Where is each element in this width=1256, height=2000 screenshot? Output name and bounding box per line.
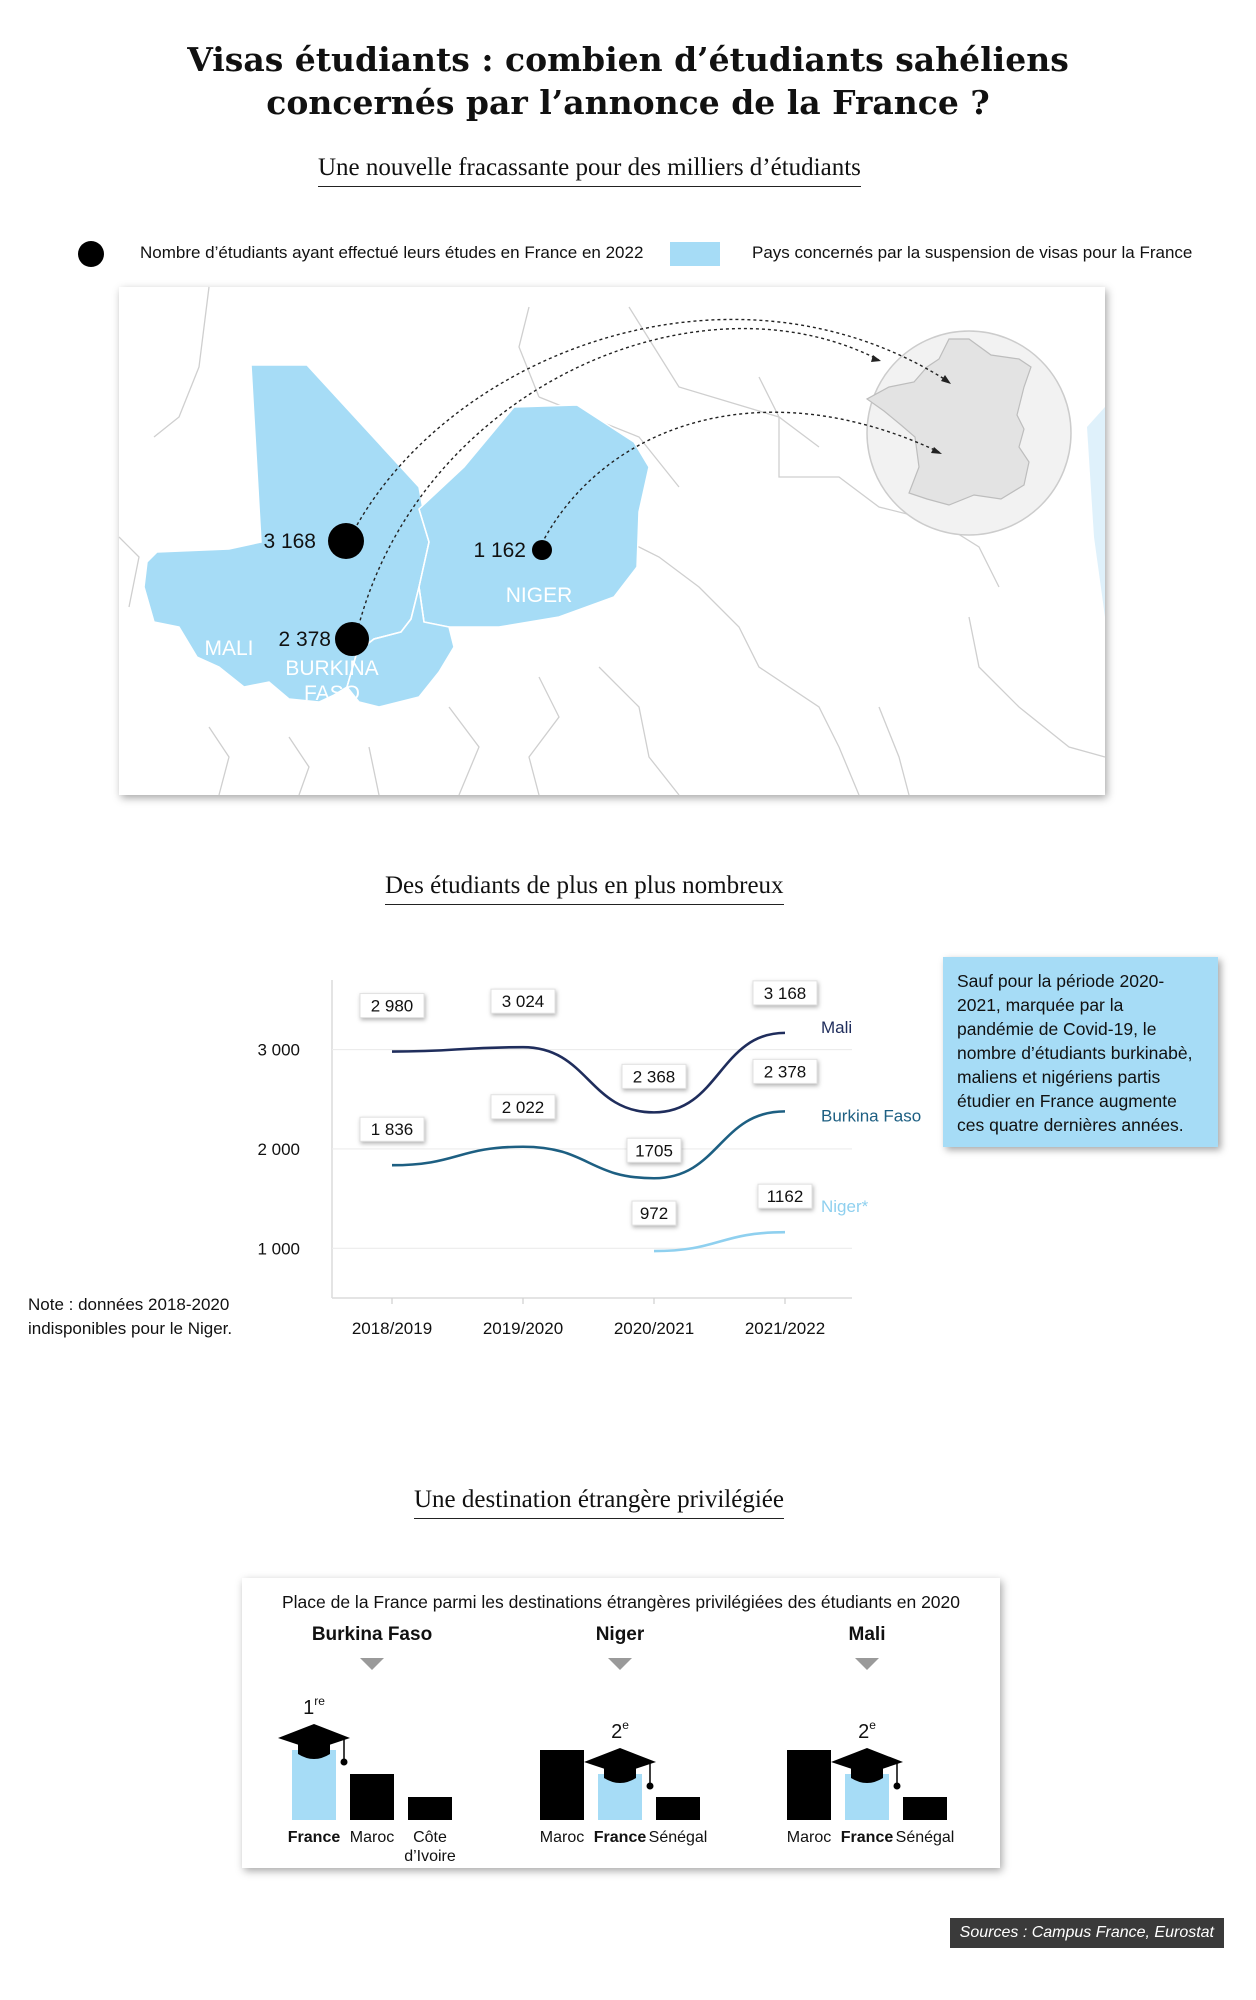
ranking-group — [540, 1624, 708, 1846]
data-label — [627, 1138, 681, 1162]
rank-bar — [540, 1750, 584, 1820]
series-name-label: Burkina Faso — [821, 1106, 922, 1126]
bar-label: Côte — [413, 1829, 447, 1846]
ranking-card — [242, 1578, 1000, 1868]
source-note: Sources : Campus France, Eurostat — [950, 1918, 1224, 1948]
x-tick-label: 2018/2019 — [351, 1319, 433, 1338]
svg-text:2 368: 2 368 — [632, 1067, 676, 1087]
group-country: Mali — [848, 1624, 886, 1645]
rank-bar — [292, 1750, 336, 1820]
bar-label: France — [840, 1829, 894, 1846]
title-line-2: concernés par l’annonce de la France ? — [266, 83, 990, 122]
niger-student-count: 1 162 — [473, 539, 526, 562]
data-label — [360, 994, 424, 1018]
x-tick-label: 2020/2021 — [613, 1319, 695, 1338]
data-label — [491, 1095, 555, 1119]
svg-text:1705: 1705 — [635, 1141, 673, 1161]
data-label — [491, 989, 555, 1013]
svg-text:972: 972 — [639, 1204, 669, 1224]
info-box: Sauf pour la période 2020-2021, marquée par la pandémie de Covid-19, le nombre d’étudiants burkinabè, maliens et nigériens partis étudier en France augmente ces quatre dernières années. — [943, 957, 1218, 1147]
data-label — [632, 1201, 676, 1225]
ranking-title: Place de la France parmi les destinations étrangères privilégiées des étudiants en 2020 — [281, 1592, 961, 1612]
ranking-group — [278, 1624, 456, 1865]
bar-label: Maroc — [539, 1829, 585, 1846]
mali-student-dot — [328, 523, 364, 559]
page-title — [0, 38, 1256, 124]
burkina-label-line-2: FASO — [303, 682, 361, 705]
line-section-heading: Des étudiants de plus en plus nombreux — [385, 872, 784, 905]
svg-text:2 980: 2 980 — [370, 996, 414, 1016]
svg-text:2 022: 2 022 — [501, 1097, 545, 1117]
legend-area-icon — [670, 242, 720, 266]
line-chart — [240, 960, 922, 1360]
bar-label: France — [287, 1829, 341, 1846]
data-label — [360, 1117, 424, 1141]
x-tick-label: 2021/2022 — [744, 1319, 826, 1338]
group-country: Niger — [595, 1624, 645, 1645]
x-tick-label: 2019/2020 — [482, 1319, 564, 1338]
series-line-burkina-faso — [392, 1111, 785, 1178]
data-label — [622, 1064, 686, 1088]
bar-label: Sénégal — [895, 1829, 955, 1846]
legend-dot-icon — [78, 241, 104, 267]
data-label — [758, 1184, 812, 1208]
pointer-icon — [360, 1658, 384, 1670]
map-section-heading: Une nouvelle fracassante pour des milliers d’étudiants — [318, 154, 861, 187]
rank-label: 1re — [303, 1694, 325, 1719]
niger-note: Note : données 2018-2020 indisponibles pour le Niger. — [28, 1295, 233, 1338]
france-inset — [867, 331, 1071, 535]
series-name-label: Mali — [821, 1017, 853, 1037]
group-country: Burkina Faso — [311, 1624, 433, 1645]
svg-text:3 024: 3 024 — [501, 992, 545, 1012]
mali-student-count: 3 168 — [263, 530, 316, 553]
data-label — [753, 981, 817, 1005]
bar-section-heading-text: Une destination étrangère privilégiée — [414, 1486, 784, 1513]
rank-bar — [408, 1797, 452, 1820]
legend-area-label: Pays concernés par la suspension de visas pour la France — [752, 243, 1193, 262]
svg-text:1 836: 1 836 — [370, 1120, 414, 1140]
rank-bar — [903, 1797, 947, 1820]
series-name-label: Niger* — [821, 1197, 869, 1217]
legend-dot-label: Nombre d’étudiants ayant effectué leurs études en France en 2022 — [140, 243, 644, 262]
svg-text:2 378: 2 378 — [763, 1062, 807, 1082]
rank-label: 2e — [611, 1718, 629, 1743]
svg-text:1162: 1162 — [766, 1187, 804, 1207]
rank-label: 2e — [858, 1718, 876, 1743]
niger-student-dot — [532, 540, 552, 560]
y-tick-label: 1 000 — [257, 1239, 300, 1259]
pointer-icon — [855, 1658, 879, 1670]
y-tick-label: 2 000 — [257, 1139, 300, 1159]
sahel-map — [119, 287, 1105, 795]
ranking-bars — [242, 1618, 1000, 1868]
rank-bar — [656, 1797, 700, 1820]
burkina-student-count: 2 378 — [278, 628, 331, 651]
burkina-label-line-1: BURKINA — [285, 657, 379, 680]
data-label — [753, 1059, 817, 1083]
ranking-group — [787, 1624, 955, 1846]
svg-text:3 168: 3 168 — [763, 983, 807, 1003]
bar-label: Maroc — [786, 1829, 832, 1846]
rank-bar — [350, 1774, 394, 1820]
y-tick-label: 3 000 — [257, 1040, 300, 1060]
bar-label: Sénégal — [648, 1829, 708, 1846]
bar-label: Maroc — [349, 1829, 395, 1846]
pointer-icon — [608, 1658, 632, 1670]
series-line-mali — [392, 1033, 785, 1112]
title-line-1: Visas étudiants : combien d’étudiants sahéliens — [187, 40, 1069, 79]
bar-label-line-2: d’Ivoire — [404, 1848, 456, 1865]
bar-label: France — [593, 1829, 647, 1846]
niger-label: NIGER — [505, 584, 573, 607]
mali-label: MALI — [204, 637, 254, 660]
burkina-student-dot — [335, 622, 369, 656]
rank-bar — [787, 1750, 831, 1820]
map-card — [119, 287, 1105, 795]
bar-section-heading — [414, 1486, 784, 1519]
